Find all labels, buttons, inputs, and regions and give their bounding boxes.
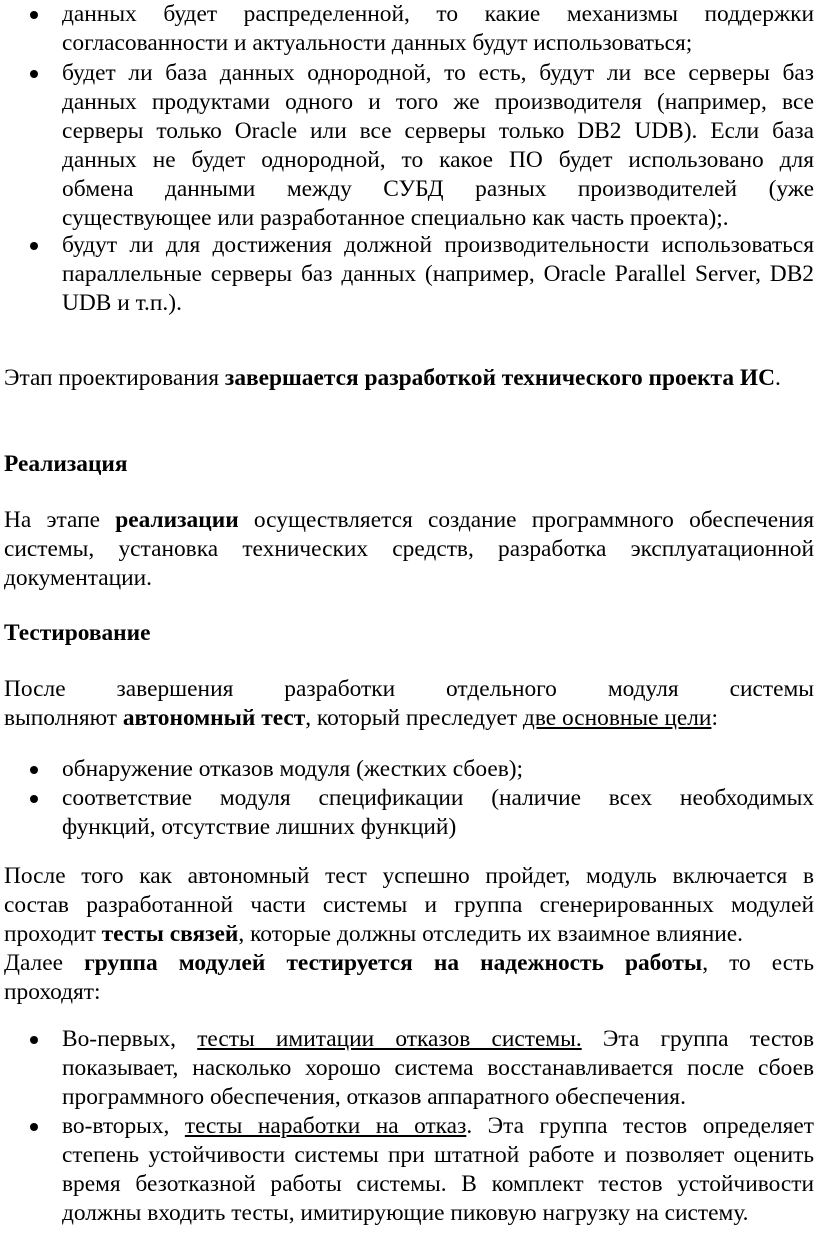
text-line: документации.	[4, 565, 153, 591]
text-line: На этапе реализации осуществляется создание программного обеспечения	[4, 507, 814, 533]
text-line: программного обеспечения, отказов аппаратного обеспечения.	[62, 1084, 686, 1110]
bullet-icon	[30, 11, 38, 19]
text-line: функций, отсутствие лишних функций)	[62, 814, 457, 840]
text-line: выполняют автономный тест, который преследует две основные цели:	[4, 705, 718, 731]
text-line: серверы только Oracle или все серверы только DB2 UDB). Если база	[62, 118, 814, 144]
text-line: должны входить тесты, имитирующие пиковую нагрузку на систему.	[62, 1200, 749, 1226]
text-line: Во-первых, тесты имитации отказов системы. Эта группа тестов	[62, 1026, 814, 1052]
text-line: данных будет распределенной, то какие механизмы поддержки	[62, 1, 814, 27]
section-heading-implementation: Реализация	[4, 451, 128, 477]
text-line: во-вторых, тесты наработки на отказ. Эта группа тестов определяет	[62, 1113, 814, 1139]
text-line: UDB и т.п.).	[62, 290, 182, 316]
bullet-icon	[30, 766, 38, 774]
text-line: проходит тесты связей, которые должны отследить их взаимное влияние.	[4, 921, 744, 947]
design-end-bold: завершается разработкой технического проекта ИС	[224, 365, 775, 391]
text-line: данных продуктами одного и того же производителя (например, все	[62, 89, 814, 115]
design-end-paragraph: Этап проектирования завершается разработкой технического проекта ИС.	[4, 365, 781, 391]
text-line: После завершения разработки отдельного модуля системы	[4, 676, 814, 702]
text-line: согласованности и актуальности данных будут использоваться;	[62, 30, 693, 56]
bullet-icon	[30, 1036, 38, 1044]
section-heading-testing: Тестирование	[4, 620, 151, 646]
testing-paragraph	[4, 675, 814, 733]
text-line: Далее группа модулей тестируется на надежность работы, то есть	[4, 950, 815, 976]
text-line: существующее или разработанное специально как часть проекта);.	[62, 205, 729, 231]
text-line: показывает, насколько хорошо система восстанавливается после сбоев	[62, 1055, 814, 1081]
text-line: системы, установка технических средств, разработка эксплуатационной	[4, 536, 814, 562]
text-line: проходят:	[4, 979, 101, 1005]
text-line: параллельные серверы баз данных (например, Oracle Parallel Server, DB2	[62, 261, 814, 287]
text-line: степень устойчивости системы при штатной работе и позволяет оценить	[62, 1142, 814, 1168]
text-line: соответствие модуля спецификации (наличие всех необходимых	[62, 785, 814, 811]
text-line: После того как автономный тест успешно пройдет, модуль включается в	[4, 863, 814, 889]
text-line: данных не будет однородной, то какое ПО будет использовано для	[62, 147, 814, 173]
bullet-icon	[30, 70, 38, 78]
text-line: обнаружение отказов модуля (жестких сбоев);	[62, 756, 524, 782]
after-test-paragraph	[4, 862, 814, 1007]
implementation-paragraph	[4, 506, 814, 593]
bullet-icon	[30, 795, 38, 803]
text-line: время безотказной работы системы. В комплект тестов устойчивости	[62, 1171, 814, 1197]
text-line: будут ли для достижения должной производительности использоваться	[62, 232, 814, 258]
text-line: состав разработанной части системы и группа сгенерированных модулей	[4, 892, 814, 918]
text-line: будет ли база данных однородной, то есть, будут ли все серверы баз	[62, 60, 814, 86]
bullet-icon	[30, 1123, 38, 1131]
text-line: обмена данными между СУБД разных производителей (уже	[62, 176, 814, 202]
bullet-icon	[30, 242, 38, 250]
